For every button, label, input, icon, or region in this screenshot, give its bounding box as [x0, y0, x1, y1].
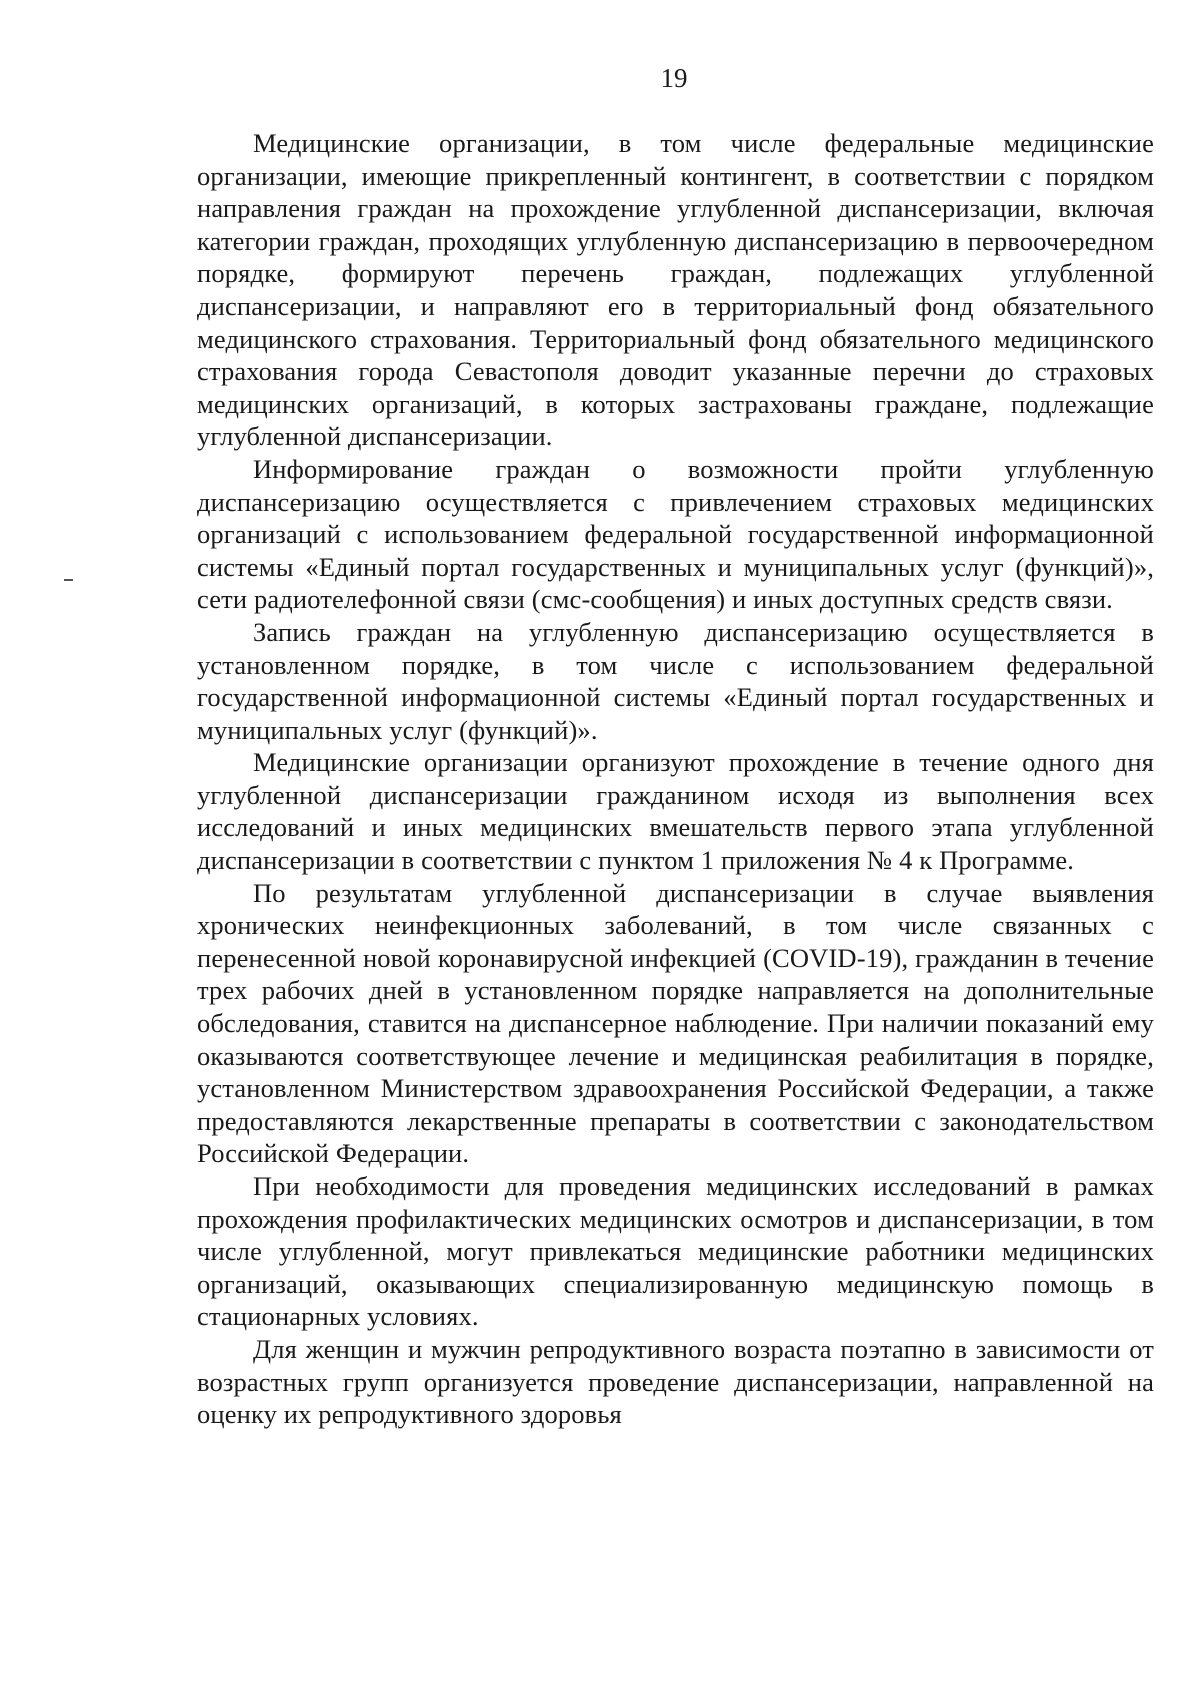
- paragraph: По результатам углубленной диспансеризации в случае выявления хронических неинфекционных заболеваний, в том числе связанных с перенесенной новой коронавирусной инфекцией (COVID-19), гражданин в течение трех рабочих дней в установленном порядке направляется на дополнительные обследования, ставится на диспансерное наблюдение. При наличии показаний ему оказываются соответствующее лечение и медицинская реабилитация в порядке, установленном Министерством здравоохранения Российской Федерации, а также предоставляются лекарственные препараты в соответствии с законодательством Российской Федерации.: [197, 877, 1154, 1169]
- paragraph: Запись граждан на углубленную диспансеризацию осуществляется в установленном порядке, в том числе с использованием федеральной государственной информационной системы «Единый портал государственных и муниципальных услуг (функций)».: [197, 616, 1154, 745]
- document-body: [197, 127, 1154, 1431]
- scan-margin-mark: [64, 579, 73, 581]
- paragraph: Медицинские организации организуют прохождение в течение одного дня углубленной диспансеризации гражданином исходя из выполнения всех исследований и иных медицинских вмешательств первого этапа углубленной диспансеризации в соответствии с пунктом 1 приложения № 4 к Программе.: [197, 747, 1154, 876]
- paragraph: Для женщин и мужчин репродуктивного возраста поэтапно в зависимости от возрастных групп организуется проведение диспансеризации, направленной на оценку их репродуктивного здоровья: [197, 1333, 1154, 1430]
- paragraph: Медицинские организации, в том числе федеральные медицинские организации, имеющие прикрепленный контингент, в соответствии с порядком направления граждан на прохождение углубленной диспансеризации, включая категории граждан, проходящих углубленную диспансеризацию в первоочередном порядке, формируют перечень граждан, подлежащих углубленной диспансеризации, и направляют его в территориальный фонд обязательного медицинского страхования. Территориальный фонд обязательного медицинского страхования города Севастополя доводит указанные перечни до страховых медицинских организаций, в которых застрахованы граждане, подлежащие углубленной диспансеризации.: [197, 128, 1154, 452]
- paragraph: При необходимости для проведения медицинских исследований в рамках прохождения профилактических медицинских осмотров и диспансеризации, в том числе углубленной, могут привлекаться медицинские работники медицинских организаций, оказывающих специализированную медицинскую помощь в стационарных условиях.: [197, 1171, 1154, 1332]
- paragraph: Информирование граждан о возможности пройти углубленную диспансеризацию осуществляется с привлечением страховых медицинских организаций с использованием федеральной государственной информационной системы «Единый портал государственных и муниципальных услуг (функций)», сети радиотелефонной связи (смс-сообщения) и иных доступных средств связи.: [197, 453, 1154, 615]
- page-number: 19: [660, 63, 688, 93]
